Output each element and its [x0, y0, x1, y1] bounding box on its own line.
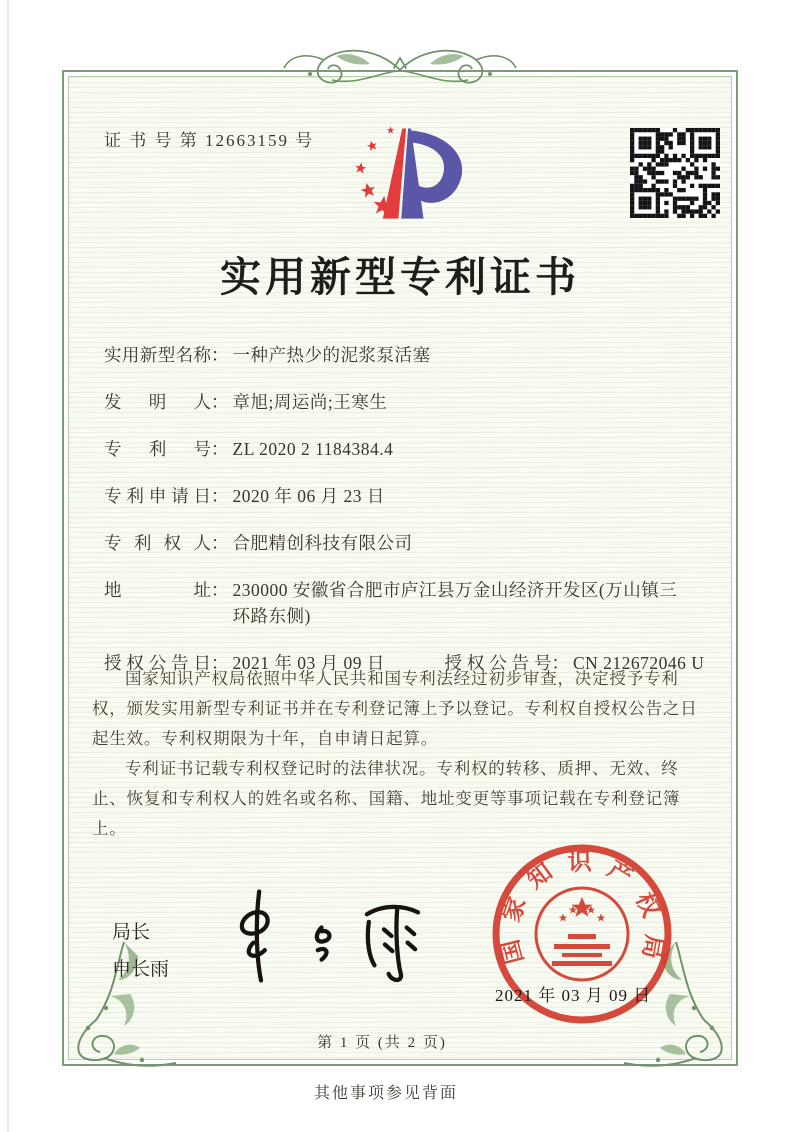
top-flourish-ornament: [244, 40, 556, 98]
cnipa-logo-icon: [336, 114, 482, 240]
field-value: 2020 年 06 月 23 日: [232, 486, 385, 506]
field-row: [104, 483, 710, 509]
certificate-number: 证 书 号 第 12663159 号: [104, 131, 315, 150]
field-colon: ：: [211, 392, 229, 412]
field-label: 发明人: [104, 392, 211, 412]
field-row: [104, 436, 710, 462]
body-paragraph-1: 国家知识产权局依照中华人民共和国专利法经过初步审查，决定授予专利权，颁发实用新型专利证书并在专利登记簿上予以登记。专利权自授权公告之日起生效。专利权期限为十年，自申请日起算。: [92, 669, 698, 748]
body-paragraph-2: 专利证书记载专利权登记时的法律状况。专利权的转移、质押、无效、终止、恢复和专利权人的姓名或名称、国籍、地址变更等事项记载在专利登记簿上。: [92, 759, 681, 838]
field-row: [104, 577, 710, 629]
field-row: [104, 389, 710, 415]
field-colon: ：: [211, 345, 229, 365]
page-number: 第 1 页 (共 2 页): [317, 1035, 447, 1051]
field-value: 一种产热少的泥浆泵活塞: [232, 345, 431, 365]
scan-edge-line: [7, 0, 9, 1132]
field-value: ZL 2020 2 1184384.4: [232, 439, 394, 459]
field-colon: ：: [211, 653, 229, 673]
signer-title: 局长: [112, 922, 151, 943]
field-label: 授权公告日: [104, 653, 211, 673]
field-value: 230000 安徽省合肥市庐江县万金山经济开发区(万山镇三环路东侧): [232, 580, 678, 626]
field-value: 章旭;周运尚;王寒生: [232, 392, 388, 412]
field-row: [104, 530, 710, 556]
field-colon: ：: [211, 486, 229, 506]
field-colon: ：: [211, 533, 229, 553]
certificate-title: 实用新型专利证书: [220, 254, 580, 300]
signer-name: 申长雨: [112, 959, 170, 980]
field-colon: ：: [211, 580, 229, 600]
national-emblem-icon: [552, 897, 612, 966]
field-label: 专利申请日: [104, 486, 211, 506]
field-value: 合肥精创科技有限公司: [232, 533, 413, 553]
field-value: CN 212672046 U: [573, 653, 705, 673]
legal-body-text: [92, 664, 712, 844]
field-label: 专利号: [104, 439, 211, 459]
field-label: 专利权人: [104, 533, 211, 553]
signer-block: [112, 914, 169, 988]
field-label: 实用新型名称: [104, 345, 211, 365]
patent-fields: [104, 342, 710, 697]
seal-date: 2021 年 03 月 09 日: [495, 986, 652, 1005]
field-value: 2021 年 03 月 09 日: [232, 653, 385, 673]
field-label: 授权公告号: [444, 653, 552, 673]
signature-script: [226, 884, 436, 988]
seal-text: 国家知识产权局: [497, 849, 667, 967]
field-label: 地址: [104, 580, 211, 600]
back-note: 其他事项参见背面: [314, 1085, 459, 1102]
field-row: [104, 342, 710, 368]
field-colon: ：: [551, 653, 569, 673]
qr-code: [630, 128, 720, 218]
field-colon: ：: [211, 439, 229, 459]
